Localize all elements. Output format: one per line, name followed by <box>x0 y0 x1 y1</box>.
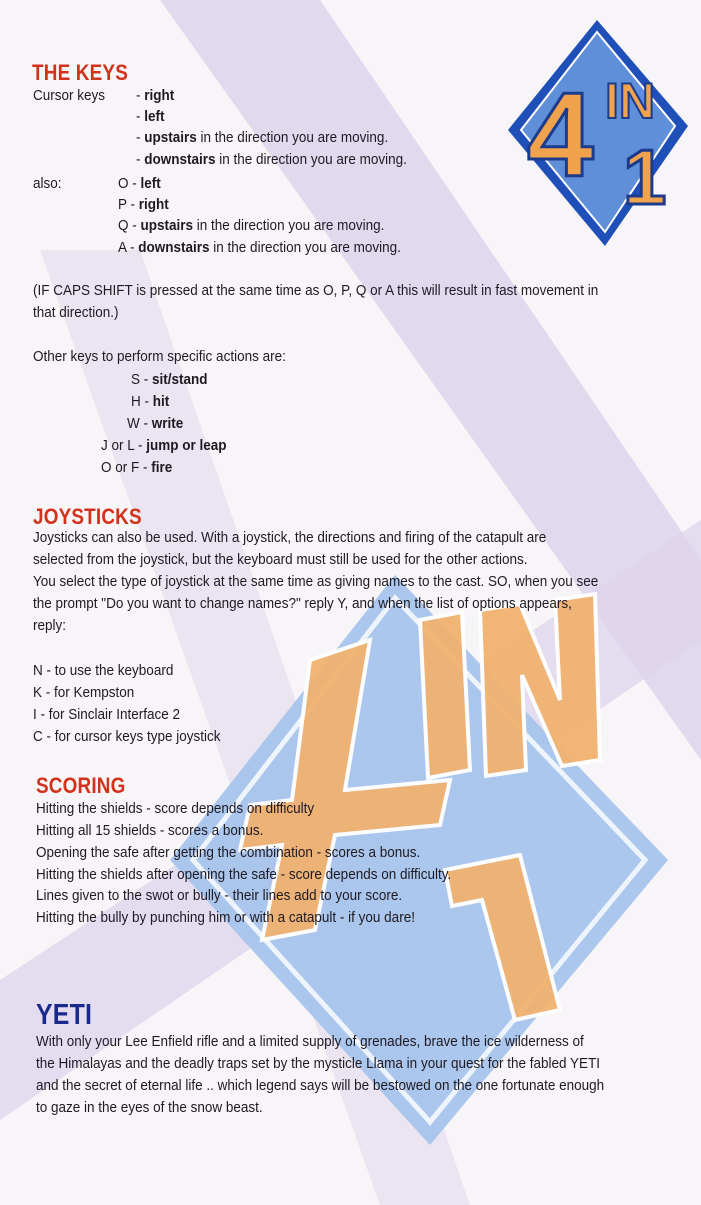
action-key-row: H - hit <box>131 393 170 410</box>
scoring-line: Lines given to the swot or bully - their lines add to your score. <box>36 887 403 904</box>
yeti-line: and the secret of eternal life .. which legend says will be bestowed on the one fortunate enough <box>36 1077 605 1094</box>
joysticks-line: You select the type of joystick at the same time as giving names to the cast. SO, when you see <box>33 573 599 590</box>
joystick-option: I - for Sinclair Interface 2 <box>33 706 181 723</box>
joystick-option: C - for cursor keys type joystick <box>33 728 221 745</box>
joysticks-line: selected from the joystick, but the keyboard must still be used for the other actions. <box>33 551 528 568</box>
cursor-key-row: - right <box>136 87 175 104</box>
joystick-option: N - to use the keyboard <box>33 662 174 679</box>
action-key-row: O or F - fire <box>101 459 173 476</box>
joysticks-line: reply: <box>33 617 67 634</box>
joysticks-line: the prompt "Do you want to change names?" reply Y, and when the list of options appears, <box>33 595 572 612</box>
alt-key-row: A - downstairs in the direction you are moving. <box>118 239 401 256</box>
action-key-row: J or L - jump or leap <box>101 437 227 454</box>
four-in-one-logo <box>505 18 690 248</box>
also-label: also: <box>33 175 62 192</box>
scoring-line: Hitting the shields after opening the safe - score depends on difficulty. <box>36 866 452 883</box>
cursor-key-row: - left <box>136 108 165 125</box>
logo-in: IN <box>605 73 655 129</box>
scoring-line: Opening the safe after getting the combination - scores a bonus. <box>36 844 421 861</box>
logo-four: 4 <box>527 68 594 202</box>
joysticks-heading: JOYSTICKS <box>33 504 142 529</box>
action-key-row: S - sit/stand <box>131 371 208 388</box>
cursor-key-row: - upstairs in the direction you are moving. <box>136 129 389 146</box>
alt-key-row: Q - upstairs in the direction you are moving. <box>118 217 385 234</box>
cursor-key-row: - downstairs in the direction you are moving. <box>136 151 407 168</box>
cursor-keys-label: Cursor keys <box>33 87 106 104</box>
yeti-line: to gaze in the eyes of the snow beast. <box>36 1099 263 1116</box>
alt-key-row: P - right <box>118 196 169 213</box>
scoring-line: Hitting the bully by punching him or with a catapult - if you dare! <box>36 909 415 926</box>
other-keys-intro: Other keys to perform specific actions are: <box>33 348 286 365</box>
action-key-row: W - write <box>127 415 184 432</box>
scoring-heading: SCORING <box>36 773 126 798</box>
scoring-line: Hitting all 15 shields - scores a bonus. <box>36 822 264 839</box>
yeti-heading: YETI <box>36 999 93 1031</box>
yeti-line: the Himalayas and the deadly traps set by the mysticle Llama in your quest for the fabled YETI <box>36 1055 601 1072</box>
logo-one: 1 <box>623 133 667 221</box>
joystick-option: K - for Kempston <box>33 684 135 701</box>
joysticks-line: Joysticks can also be used. With a joystick, the directions and firing of the catapult are <box>33 529 547 546</box>
yeti-line: With only your Lee Enfield rifle and a limited supply of grenades, brave the ice wilderness of <box>36 1033 584 1050</box>
caps-note-line: (IF CAPS SHIFT is pressed at the same time as O, P, Q or A this will result in fast movement in <box>33 282 599 299</box>
caps-note-line: that direction.) <box>33 304 119 321</box>
scoring-line: Hitting the shields - score depends on difficulty <box>36 800 315 817</box>
keys-heading: THE KEYS <box>32 60 128 85</box>
alt-key-row: O - left <box>118 175 161 192</box>
